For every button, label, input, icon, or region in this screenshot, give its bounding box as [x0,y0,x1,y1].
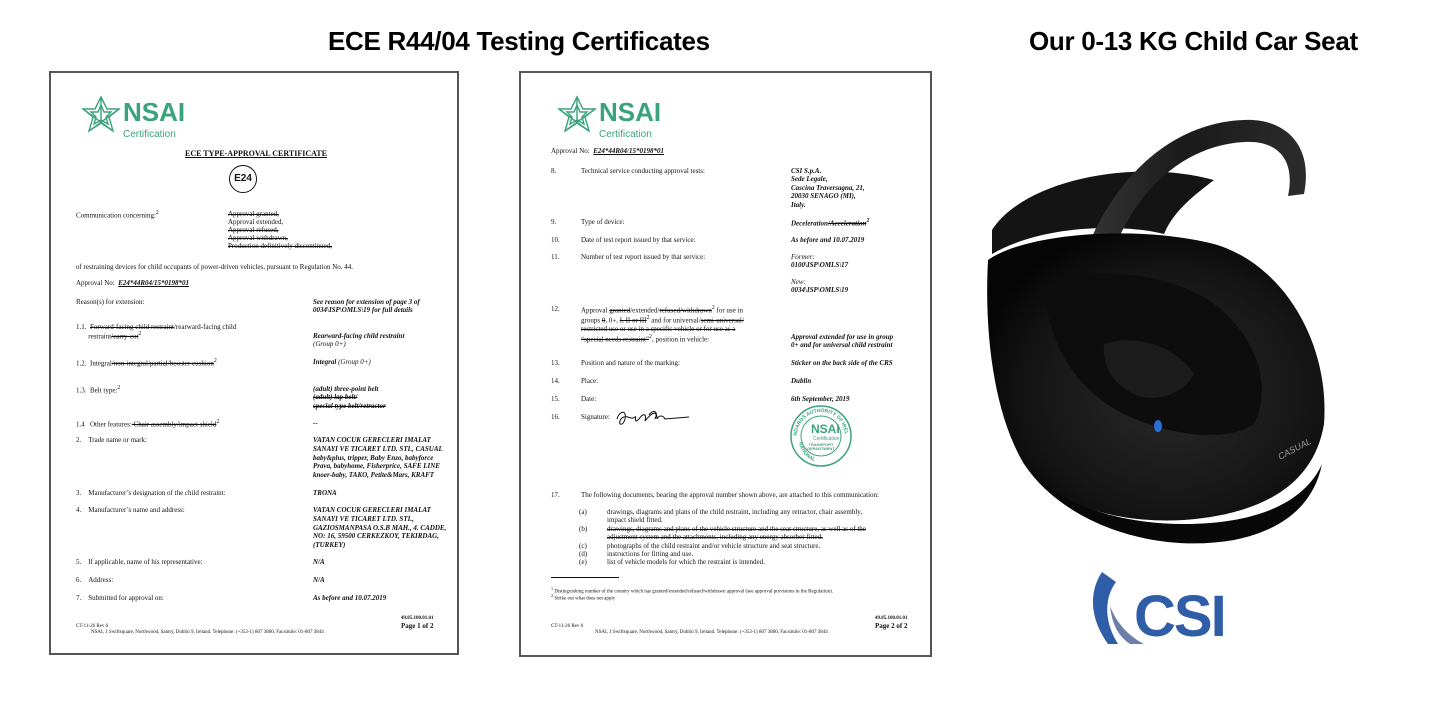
attachment-list [579,508,866,567]
attachment-item: (a) drawings, diagrams and plans of the child restraint, including any retractor, chair assembly, impact shield fitted. [579,508,863,525]
item-12: 12. Approval granted/extended/refused/withdrawn$^2$ for use in groups 0, 0+, I, II or III$^2$ and for universal/semi-universal/ restricted use or use in a specific vehicle or for use as a “special needs restraint”$^2$, position in vehicle: [551,305,744,344]
item-2: 2. Trade name or mark: [76,436,147,444]
product-heading: Our 0-13 KG Child Car Seat [1029,26,1358,56]
item-4: 4. Manufacturer’s name and address: [76,506,185,514]
item-5-value: N/A [313,558,325,566]
stamp-department: TRANSPORT DEPARTMENT [807,442,835,452]
footer-page: Page 1 of 2 [401,622,434,630]
nsai-logo-text: NSAI [599,97,662,127]
footer-ref: 49.85.100.01.01 [875,616,908,621]
footer-address: NSAI, 1 Swiftsquare, Northwood, Santry, Dublin 9, Ireland. Telephone: (+353-1) 807 3800, Facsimile: 01-807 3844 [91,630,324,635]
item-11: 11. Number of test report issued by that service: [551,253,706,261]
stamp-nsai: NSAI [811,422,840,436]
comm-option: Approval extended, [228,218,284,227]
item-2-value: VATAN COCUK GERECLERI IMALAT SANAYI VE TICARET LTD. STI., CASUAL baby&plus, tripper, Baby Enzo, babyforce Prava, babyhome, Fisherprice, SAFE LINE knoer-baby, TAKO, Petite&Mars, KRAFT [313,436,443,479]
footer-code: CT-11-26 Rev 6 [551,624,584,629]
certificates-heading: ECE R44/04 Testing Certificates [328,26,710,56]
item-1-2: 1.2. Integral/non-integral/partial/booster cushion$^2$ [76,358,217,368]
item-1-4: 1.4 Other features: Chair assembly/impact shield$^2$ [76,419,220,429]
child-car-seat-image [984,84,1330,554]
stamp-top-text: NDARDS AUTHORITY OF IREL [792,407,849,436]
footer-address: NSAI, 1 Swiftsquare, Northwood, Santry, Dublin 9, Ireland. Telephone: (+353-1) 807 3800, Facsimile: 01-807 3844 [595,630,828,635]
item-10-value: As before and 10.07.2019 [791,236,865,244]
item-1-1: 1.1. Forward-facing child restraint/rearward-facing child restraint/$carry-\cot^2$ [76,323,237,341]
reasons-label: Reason(s) for extension: [76,298,145,306]
footnote-1: $^1$ Distinguishing number of the country which has granted/extended/refused/withdrawn approval (see approval provisions in the Regulation). [551,586,834,595]
certificate-page-2 [519,71,932,657]
attachment-item: (c) photographs of the child restraint and/or vehicle structure and seat structure. [579,541,821,550]
attachment-item: (e) list of vehicle models for which the restraint is intended. [579,558,765,567]
item-16: 16. Signature: [551,413,610,421]
certificate-page-1 [49,71,459,655]
nsai-logo-subtext: Certification [123,129,176,140]
certificate-title: ECE TYPE-APPROVAL CERTIFICATE [185,149,327,158]
item-8: 8. Technical service conducting approval tests: [551,167,705,175]
nsai-star-icon [81,95,121,135]
nsai-logo [81,93,201,143]
comm-option: Approval refused, [228,226,279,235]
e-mark: E24 [229,165,257,193]
approval-number-row: Approval No: E24*44R04/15*0198*01 [551,147,664,155]
item-17: 17. The following documents, bearing the approval number shown above, are attached to this communication: [551,491,879,499]
item-1-3: 1.3. Belt type:$^2$ [76,385,121,395]
footnote-2: $^2$ Strike out what does not apply [551,593,616,602]
footer-ref: 49.85.100.01.01 [401,616,434,621]
footer-page: Page 2 of 2 [875,622,908,630]
approval-number-row: Approval No: E24*44R04/15*0198*01 [76,279,189,287]
csi-logo [1082,566,1242,650]
attachment-item: (b) drawings, diagrams and plans of the vehicle structure and the seat structure, as well as of the adjustment system and the attachments, including any energy absorber fitted. [579,524,866,542]
item-11-value: Former: 0100\ISP\OMLS\17 New: 0034\ISP\OMLS\19 [791,253,849,295]
item-8-value: CSI S.p.A. Sede Legale, Cascina Traversagna, 21, 20030 SENAGO (MI), Italy. [791,167,865,209]
item-15-value: 6th September, 2019 [791,395,850,403]
item-3: 3. Manufacturer’s designation of the child restraint: [76,489,226,497]
item-1-1-value: Rearward-facing child restraint (Group 0+) [313,332,405,349]
item-9-value: Deceleration/Acceleration$^2$ [791,218,870,228]
item-13-value: Sticker on the back side of the CRS [791,359,893,367]
item-13: 13. Position and nature of the marking: [551,359,680,367]
item-12-value: Approval extended for use in group 0+ and for universal child restraint [791,333,894,350]
item-1-4-value: -- [313,419,318,427]
item-7: 7. Submitted for approval on: [76,594,164,602]
attachment-item: (d) instructions for fitting and use. [579,549,694,558]
nsai-logo [557,93,677,143]
item-1-2-value: Integral (Group 0+) [313,358,371,366]
communication-label: Communication concerning:$^2$ [76,210,159,220]
stamp-bottom-text: NATIONAL [797,441,817,463]
stamp-certification: Certification [813,436,840,442]
item-1-3-value: (adult) three-point belt (adult) lap belt/ special type belt/retractor [313,385,386,410]
comm-option: Production definitively discontinued, [228,242,333,251]
item-6-value: N/A [313,576,325,584]
regulation-text: of restraining devices for child occupants of power-driven vehicles, pursuant to Regulation No. 44. [76,263,354,271]
item-7-value: As before and 10.07.2019 [313,594,387,602]
seat-brand-label: CASUAL [1276,436,1313,462]
item-15: 15. Date: [551,395,597,403]
item-4-value: VATAN COCUK GERECLERI IMALAT SANAYI VE TICARET LTD. STI., GAZIOSMANPASA O.S.B MAH., 4. CADDE, NO: 16, 59500 CERKEZKOY, TEKIRDAG, (TURKEY) [313,506,447,549]
csi-logo-text: CSI [1134,584,1225,649]
comm-option: Approval withdrawn, [228,234,288,243]
communication-options [228,210,332,250]
item-5: 5. If applicable, name of his representative: [76,558,203,566]
item-14: 14. Place: [551,377,599,385]
nsai-logo-text: NSAI [123,97,186,127]
item-9: 9. Type of device: [551,218,625,226]
official-stamp [789,404,853,468]
nsai-logo-subtext: Certification [599,129,652,140]
item-14-value: Dublin [791,377,812,385]
comm-option: Approval granted, [228,210,279,218]
item-3-value: TRONA [313,489,337,497]
signature [613,405,693,435]
release-button-icon [1154,420,1162,432]
footnote-divider [551,577,619,578]
footer-code: CT-11-26 Rev 6 [76,624,109,629]
item-6: 6. Address: [76,576,114,584]
reasons-value: See reason for extension of page 3 of 0034\ISP\OMLS\19 for full details [313,298,420,315]
item-10: 10. Date of test report issued by that service: [551,236,696,244]
nsai-star-icon [557,95,597,135]
